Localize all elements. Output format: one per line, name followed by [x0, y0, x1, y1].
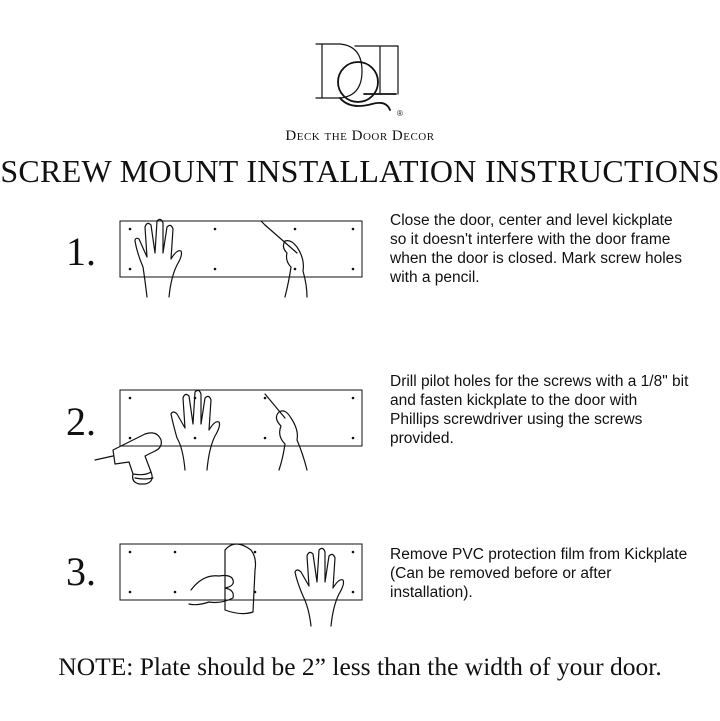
step-1-illustration [85, 205, 375, 315]
step-3-illustration [85, 530, 375, 640]
registered-mark: ® [397, 109, 403, 118]
step-1-text: Close the door, center and level kickplate so it doesn't interfere with the door frame when the door is closed. Mark screw holes with a pencil. [390, 212, 683, 286]
step-2-text: Drill pilot holes for the screws with a 1/8" bit and fasten kickplate to the door with Phillips screwdriver using the screws provided. [390, 373, 689, 447]
step-1-number: 1. [66, 229, 96, 274]
brand-name [0, 128, 720, 145]
step-3-text: Remove PVC protection film from Kickplate (Can be removed before or after installation). [390, 546, 688, 601]
note-text: NOTE: Plate should be 2” less than the width of your door. [58, 652, 662, 681]
brand-logo [300, 38, 420, 118]
step-2-number: 2. [66, 399, 96, 444]
step-2-illustration [85, 378, 375, 488]
page-title: SCREW MOUNT INSTALLATION INSTRUCTIONS [0, 153, 720, 189]
step-3-number: 3. [66, 549, 96, 594]
brand-name-text: Deck the Door Decor [285, 128, 435, 144]
